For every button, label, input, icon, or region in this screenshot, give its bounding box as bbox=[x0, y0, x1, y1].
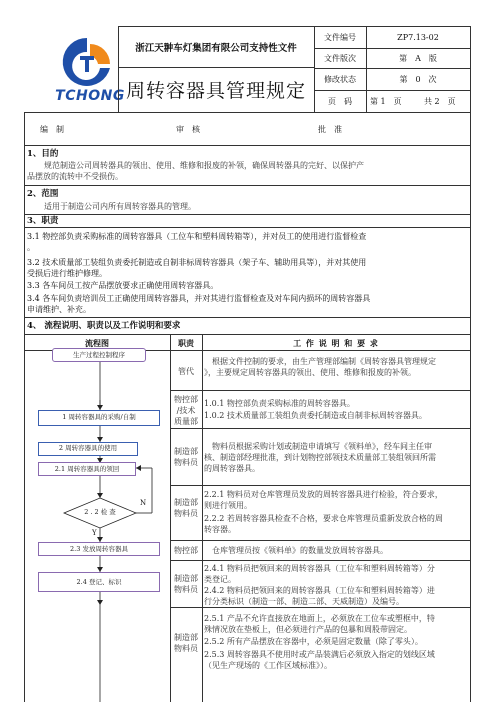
compile-label: 编 制 bbox=[40, 125, 64, 134]
version-label: 文件版次 bbox=[324, 54, 356, 63]
row-6-desc-5: （见生产现场的《工作区域标准》）。 bbox=[204, 661, 332, 670]
page-value: 第 1 页 bbox=[370, 97, 402, 106]
row-5-desc-4: 行分类标识（制造一部、制造二部、天威制造）及编号。 bbox=[204, 597, 404, 606]
row-0-desc-2: 》，主要规定周转容器具的领出、使用、维修和报废的补领。 bbox=[204, 368, 416, 377]
row-3-desc-2: 则进行领用。 bbox=[204, 501, 252, 510]
row-6-desc-2: 殊情况放在垫板上，但必须进行产品的包暴和周股带固定。 bbox=[204, 625, 412, 634]
page-label: 页 码 bbox=[328, 97, 352, 106]
row-1-resp-3: 质量部 bbox=[174, 417, 198, 426]
flow-node-inspect: 2 . 2 检 查 bbox=[84, 508, 116, 516]
section-1-title: 1、目的 bbox=[27, 149, 59, 159]
row-3-desc-1: 2.2.1 物料员对仓库管理员发放的周转容器具进行检验，符合要求， bbox=[204, 490, 443, 499]
row-1-desc-1: 1.0.1 物控部负责采购标准的周转容器具。 bbox=[204, 399, 355, 408]
flow-node-retrieve: 2.1 周转容器具的领回 bbox=[38, 462, 136, 476]
doc-no-label: 文件编号 bbox=[324, 33, 356, 42]
duty-3-4-line-2: 申请维护、补充。 bbox=[27, 305, 91, 314]
row-6-resp-2: 物料员 bbox=[174, 644, 198, 653]
flow-node-issue: 2.3 发放周转容器具 bbox=[38, 542, 160, 556]
table-head-resp: 职责 bbox=[178, 338, 194, 348]
section-3-title: 3、职责 bbox=[27, 216, 59, 226]
row-4-desc-1: 仓库管理员按《领料单》的数量发放周转容器具。 bbox=[204, 546, 388, 555]
row-2-desc-2: 核、制造部经理批准，到计划物控部领技术质量部工装组领回所需 bbox=[204, 453, 436, 462]
flow-node-production-control: 生产过程控制程序 bbox=[52, 348, 146, 362]
flow-node-usage: 2 周转容器具的使用 bbox=[38, 442, 138, 456]
flow-node-register: 2.4 登记、标识 bbox=[38, 572, 160, 592]
row-0-desc-1: 根据文件控制的要求，由生产管理部编制《周转容器具管理规定 bbox=[204, 357, 436, 366]
section-4-title: 4、 流程说明、职责以及工作说明和要求 bbox=[27, 321, 181, 331]
duty-3-4-line-1: 3.4 各车间负责培训员工正确使用周转容器具，并对其进行监督检查及对车间内损坏的周转容器具 bbox=[27, 294, 371, 303]
revision-label: 修改状态 bbox=[324, 75, 356, 84]
table-head-flow: 流程图 bbox=[85, 338, 109, 348]
row-2-resp-1: 制造部 bbox=[174, 447, 198, 456]
section-2-body: 适用于制造公司内所有周转容器具的管理。 bbox=[44, 202, 196, 211]
row-6-desc-1: 2.5.1 产品不允许直接放在地面上，必须放在工位车或塑框中，特 bbox=[204, 614, 435, 623]
row-5-desc-2: 类登记。 bbox=[204, 575, 236, 584]
row-5-desc-3: 2.4.2 物料员把领回来的周转容器具（工位车和塑料周转箱等）进 bbox=[204, 586, 435, 595]
row-2-desc-3: 的周转容器具。 bbox=[204, 464, 260, 473]
flow-node-purchase: 1 周转容器具的采购/自制 bbox=[38, 410, 160, 426]
section-2-title: 2、范围 bbox=[27, 189, 59, 199]
row-6-resp-1: 制造部 bbox=[174, 633, 198, 642]
row-1-resp-2: /技术 bbox=[176, 406, 196, 415]
row-5-desc-1: 2.4.1 物料员把领回来的周转容器具（工位车和塑料周转箱等）分 bbox=[204, 564, 435, 573]
flow-label-no: N bbox=[140, 499, 147, 507]
row-2-desc-1: 物料员根据采购计划或制造申请填写《领料单》，经车间主任审 bbox=[204, 442, 432, 451]
review-label: 审 核 bbox=[176, 125, 200, 134]
flow-label-yes: Y bbox=[92, 529, 97, 537]
row-6-desc-3: 2.5.2 所有产品摆放在容器中，必须是固定数量（除了零头）。 bbox=[204, 637, 423, 646]
logo-text: TCHONG bbox=[55, 88, 125, 104]
row-5-resp-2: 物料员 bbox=[174, 585, 198, 594]
approve-label: 批 准 bbox=[318, 125, 342, 134]
row-0-resp: 管代 bbox=[178, 367, 194, 376]
duty-3-1-line-1: 3.1 物控部负责采购标准的周转容器具（工位车和塑料周转箱等），并对员工的使用进行监督检查 bbox=[27, 232, 367, 241]
row-3-resp-2: 物料员 bbox=[174, 509, 198, 518]
company-name: 浙江天翀车灯集团有限公司支持性文件 bbox=[135, 43, 297, 54]
version-value: 第 A 版 bbox=[399, 54, 437, 63]
revision-value: 第 0 次 bbox=[399, 75, 437, 84]
duty-3-3: 3.3 各车间员工按产品摆放要求正确使用周转容器具。 bbox=[27, 281, 219, 290]
row-3-desc-4: 转容器。 bbox=[204, 525, 236, 534]
section-1-body-line-2: 品摆放的流转中不受损伤。 bbox=[27, 172, 123, 181]
row-5-resp-1: 制造部 bbox=[174, 574, 198, 583]
duty-3-1-line-2: 。 bbox=[27, 243, 35, 252]
row-6-desc-4: 2.5.3 周转容器具不使用时或产品装满后必须放入指定的划线区域 bbox=[204, 650, 435, 659]
page-total: 共 2 页 bbox=[424, 97, 456, 106]
duty-3-2-line-1: 3.2 技术质量部工装组负责委托制造或自制非标周转容器具（架子车、辅助用具等），并对其使用 bbox=[27, 258, 367, 267]
duty-3-2-line-2: 受损后进行维护修理。 bbox=[27, 269, 107, 278]
table-head-desc: 工 作 说 明 和 要 求 bbox=[293, 338, 379, 348]
doc-no-value: ZP7.13-02 bbox=[397, 33, 439, 42]
row-2-resp-2: 物料员 bbox=[174, 458, 198, 467]
row-1-desc-2: 1.0.2 技术质量部工装组负责委托制造或自制非标周转容器具。 bbox=[204, 411, 427, 420]
row-3-resp-1: 制造部 bbox=[174, 498, 198, 507]
row-3-desc-3: 2.2.2 若周转容器具检查不合格，要求仓库管理员重新发放合格的周 bbox=[204, 514, 443, 523]
row-4-resp: 物控部 bbox=[174, 546, 198, 555]
section-1-body-line-1: 规范制造公司周转器具的领出、使用、维修和报废的补领，确保周转器具的完好、以保护产 bbox=[44, 161, 364, 170]
document-title: 周转容器具管理规定 bbox=[125, 80, 306, 102]
row-1-resp-1: 物控部 bbox=[174, 395, 198, 404]
